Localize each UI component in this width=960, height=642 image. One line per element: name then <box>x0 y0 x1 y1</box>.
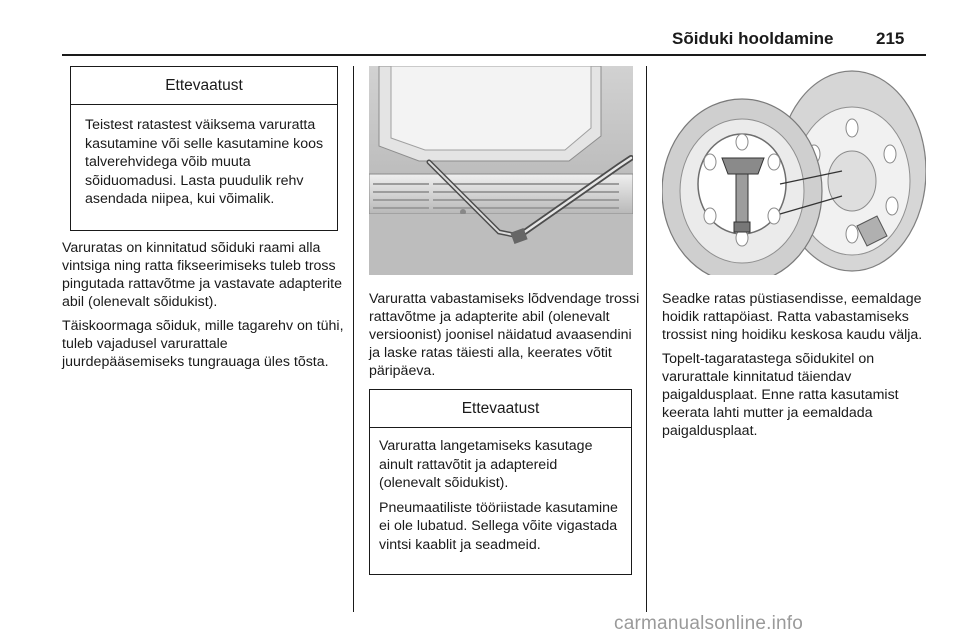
warning-box-left <box>70 66 338 231</box>
paragraph: Topelt-tagaratastega sõidukitel on varurattale kinnitatud täiendav paigaldusplaat. Enne ratta kasutamist keerata lahti mutter ja eemaldada paigaldusplaat. <box>662 351 899 439</box>
warning-text: Pneumaatiliste tööriistade kasutamine ei ole lubatud. Sellega võite vigastada vintsi kaablit ja seadmeid. <box>379 499 618 553</box>
warning-box-middle <box>369 389 632 575</box>
middle-column-text <box>369 290 641 386</box>
warning-body <box>71 105 337 209</box>
watermark: carmanualsonline.info <box>614 613 804 634</box>
warning-body <box>370 428 631 554</box>
spare-wheel-icon <box>662 66 926 275</box>
column-divider-left <box>353 66 354 612</box>
page-header-title: Sõiduki hooldamine <box>672 29 834 48</box>
paragraph: Seadke ratas püstiasendisse, eemaldage hoidik rattapöiast. Ratta vabastamiseks trossist ning hoidiku keskosa kaudu välja. <box>662 291 923 343</box>
wheel-wrench-figure <box>369 66 633 275</box>
warning-text: Varuratta langetamiseks kasutage ainult rattavõtit ja adaptereid (olenevalt sõidukist). <box>379 438 593 491</box>
paragraph: Varuratta vabastamiseks lõdvendage trossi rattavõtme ja adapterite abil (olenevalt versioonist) joonisel näidatud avaasendini ja laske ratas täiesti alla, keerates võtit päripäeva. <box>369 291 640 379</box>
paragraph: Täiskoormaga sõiduk, mille tagarehv on tühi, tuleb vajadusel varurattale juurdepääsemiseks tungrauaga üles tõsta. <box>62 318 344 370</box>
page-number: 215 <box>876 29 905 48</box>
paragraph: Varuratas on kinnitatud sõiduki raami alla vintsiga ning ratta fikseerimiseks tuleb tross pingutada rattavõtme ja vastavate adapterite abil (olenevalt sõidukist). <box>62 240 342 310</box>
header-rule <box>62 54 926 56</box>
warning-title: Ettevaatust <box>71 67 337 105</box>
warning-title: Ettevaatust <box>370 390 631 428</box>
left-column-text <box>62 239 344 377</box>
column-divider-right <box>646 66 647 612</box>
right-column-text <box>662 290 932 446</box>
spare-wheel-figure <box>662 66 926 275</box>
wheel-wrench-icon <box>369 66 633 275</box>
warning-text: Teistest ratastest väiksema varuratta kasutamine või selle kasutamine koos talverehvidega võib muuta sõiduomadusi. Lasta puudulik rehv asendada niipea, kui võimalik. <box>85 117 324 207</box>
